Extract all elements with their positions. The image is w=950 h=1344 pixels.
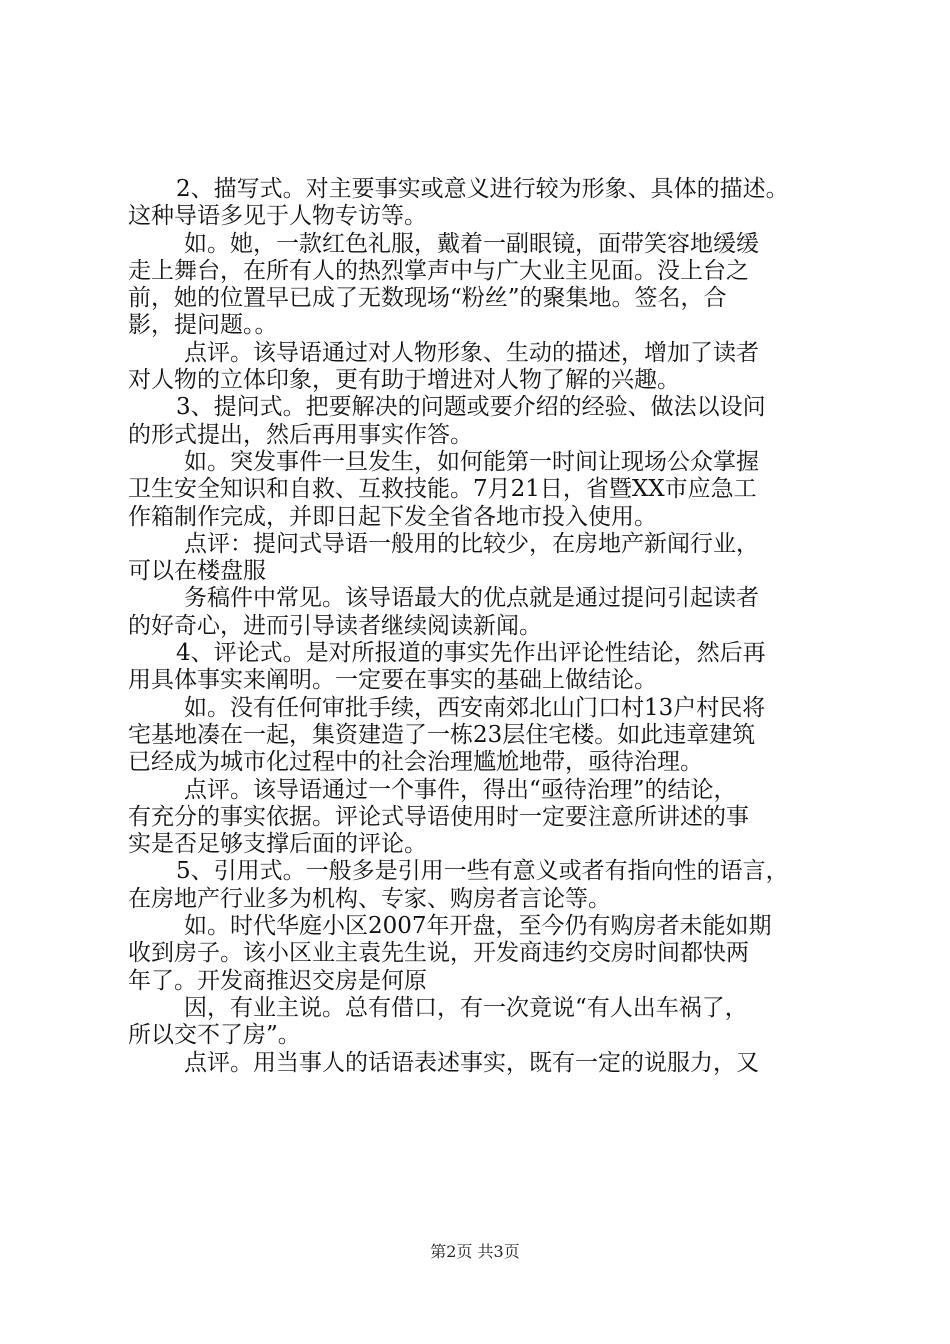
text-line: 的好奇心，进而引导读者继续阅读新闻。 (128, 612, 542, 639)
text-line: 的形式提出，然后再用事实作答。 (128, 421, 473, 448)
text-line: 如。她，一款红色礼服，戴着一副眼镜，面带笑容地缓缓 (184, 230, 759, 257)
text-line: 用具体事实来阐明。一定要在事实的基础上做结论。 (128, 667, 657, 694)
text-line: 影，提问题。。 (128, 312, 278, 339)
text-line: 可以在楼盘服 (128, 558, 266, 585)
text-line: 收到房子。该小区业主袁先生说，开发商违约交房时间都快两 (128, 940, 749, 967)
text-line: 因，有业主说。总有借口，有一次竟说“有人出车祸了， (184, 994, 748, 1021)
text-line: 这种导语多见于人物专访等。 (128, 203, 427, 230)
text-line: 5、引用式。一般多是引用一些有意义或者有指向性的语言， (176, 858, 789, 885)
text-line: 点评：提问式导语一般用的比较少，在房地产新闻行业， (184, 530, 759, 557)
text-line: 宅基地凑在一起，集资建造了一栋23层住宅楼。如此违章建筑 (128, 721, 756, 748)
text-line: 年了。开发商推迟交房是何原 (128, 967, 427, 994)
text-line: 务稿件中常见。该导语最大的优点就是通过提问引起读者 (184, 585, 759, 612)
text-line: 对人物的立体印象，更有助于增进对人物了解的兴趣。 (128, 367, 680, 394)
text-line: 在房地产行业多为机构、专家、购房者言论等。 (128, 885, 611, 912)
text-line: 4、评论式。是对所报道的事实先作出评论性结论，然后再 (176, 640, 766, 667)
text-line: 点评。该导语通过对人物形象、生动的描述，增加了读者 (184, 339, 759, 366)
document-body (128, 176, 828, 1077)
text-line: 2、描写式。对主要事实或意义进行较为形象、具体的描述。 (176, 176, 789, 202)
text-line: 如。没有任何审批手续，西安南郊北山门口村13户村民将 (184, 694, 766, 721)
text-line: 所以交不了房”。 (128, 1022, 301, 1049)
text-line: 实是否足够支撑后面的评论。 (128, 831, 427, 858)
text-line: 前，她的位置早已成了无数现场“粉丝”的聚集地。签名，合 (128, 285, 727, 312)
text-line: 点评。用当事人的话语表述事实，既有一定的说服力，又 (184, 1049, 759, 1076)
text-line: 有充分的事实依据。评论式导语使用时一定要注意所讲述的事 (128, 803, 749, 830)
text-line: 点评。该导语通过一个事件，得出“亟待治理”的结论， (184, 776, 737, 803)
text-line: 如。突发事件一旦发生，如何能第一时间让现场公众掌握 (184, 448, 759, 475)
text-line: 作箱制作完成，并即日起下发全省各地市投入使用。 (128, 503, 657, 530)
page-footer: 第2页 共3页 (430, 1242, 520, 1261)
text-line: 走上舞台，在所有人的热烈掌声中与广大业主见面。没上台之 (128, 257, 749, 284)
text-line: 3、提问式。把要解决的问题或要介绍的经验、做法以设问 (176, 394, 766, 421)
text-line: 如。时代华庭小区2007年开盘，至今仍有购房者未能如期 (184, 913, 772, 940)
text-line: 已经成为城市化过程中的社会治理尴尬地带，亟待治理。 (128, 749, 703, 776)
text-line: 卫生安全知识和自救、互救技能。7月21日，省暨XX市应急工 (128, 476, 757, 503)
